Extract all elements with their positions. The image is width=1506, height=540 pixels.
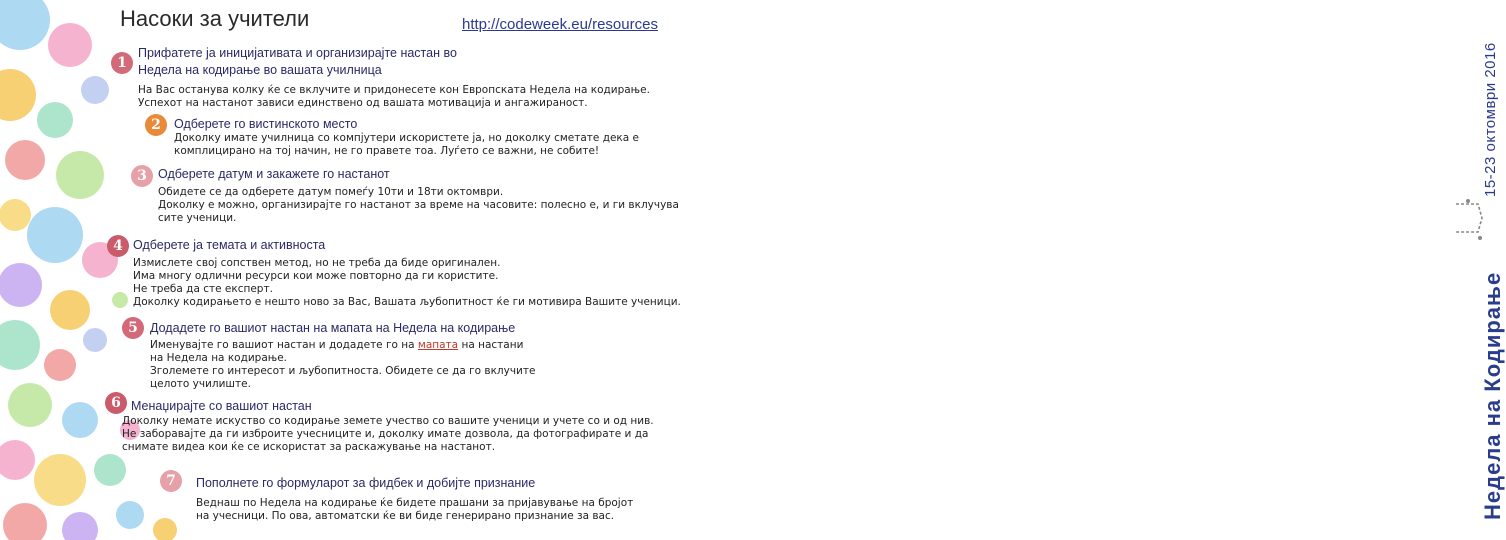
step-7-line: Веднаш по Недела на кодирање ќе бидете прашани за пријавување на бројот [196, 497, 634, 509]
step-1-line: На Вас останува колку ќе се вклучите и придонесете кон Европската Недела на кодирање. [138, 84, 650, 96]
code-bracket-icon [1450, 196, 1490, 242]
step-6-line: Не заборавајте да ги изброите учесниците и, доколку имате дозвола, да фотографирате и да [122, 428, 649, 440]
step-4-badge: 4 [107, 235, 129, 257]
step-4-heading: Одберете ја темата и активноста [133, 238, 326, 252]
step-5-line-first [150, 339, 535, 352]
step-5-text-pre: Именувајте го вашиот настан и додадете го на [150, 339, 418, 351]
step-5-badge: 5 [122, 317, 144, 339]
step-2-text [174, 132, 639, 158]
step-5-text-post: на настани [458, 339, 524, 351]
step-3-line: сите ученици. [158, 212, 237, 224]
step-2-line: комплицирано на тој начин, не го правете тоа. Луѓето се важни, не собите! [174, 145, 600, 157]
step-1-heading-line1: Прифатете ја иницијативата и организирајте настан во [138, 46, 457, 60]
step-4-line: Има многу одлични ресурси кои може повторно да ги користите. [133, 270, 499, 282]
step-7-heading: Пополнете го формуларот за фидбек и добијте признание [196, 476, 536, 490]
step-3-line: Доколку е можно, организирајте го настанот за време на часовите: полесно е, и ги вклучува [158, 199, 679, 211]
step-6-text [122, 415, 654, 454]
step-2-line: Доколку имате училница со компјутери искористете ја, но доколку сметате дека е [174, 132, 640, 144]
step-1-line: Успехот на настанот зависи единствено од вашата мотивација и ангажираност. [138, 97, 588, 109]
resources-link[interactable]: http://codeweek.eu/resources [462, 16, 658, 33]
step-1-heading-line2: Недела на кодирање во вашата училница [138, 63, 382, 77]
page-title: Насоки за учители [120, 6, 310, 31]
step-5-line: Зголемете го интересот и љубопитноста. Обидете се да го вклучите [150, 365, 536, 377]
step-3-badge: 3 [131, 165, 153, 187]
step-7-line: на учесници. По ова, автоматски ќе ви биде генерирано признание за вас. [196, 510, 615, 522]
step-2-badge: 2 [145, 114, 167, 136]
step-1-text [138, 84, 650, 110]
step-4-line: Доколку кодирањето е нешто ново за Вас, Вашата љубопитност ќе ги мотивира Вашите ученици. [133, 296, 681, 308]
step-3-line: Обидете се да одберете датум помеѓу 10ти и 18ти октомври. [158, 186, 504, 198]
step-6-line: Доколку немате искуство со кодирање земете учество со вашите ученици и учете со и од нив. [122, 415, 654, 427]
code-week-title: Недела на Кодирање [1480, 271, 1505, 520]
step-6-heading: Менаџирајте со вашиот настан [131, 399, 312, 413]
side-banner [722, 0, 1505, 540]
step-5-heading: Додадете го вашиот настан на мапата на Недела на кодирање [150, 321, 516, 335]
step-3-text [158, 186, 679, 225]
step-5-line: целото училиште. [150, 378, 251, 390]
step-2-heading: Одберете го вистинското место [174, 117, 358, 131]
step-4-text [133, 257, 681, 309]
step-6-line: снимате видеа кои ќе се искористат за раскажување на настанот. [122, 441, 496, 453]
step-7-badge: 7 [160, 470, 182, 492]
step-4-line: Не треба да сте експерт. [133, 283, 273, 295]
step-4-line: Измислете свој сопствен метод, но не треба да биде оригинален. [133, 257, 501, 269]
step-6-badge: 6 [105, 392, 127, 414]
step-5-text [150, 339, 535, 391]
step-5-line: на Недела на кодирање. [150, 352, 288, 364]
map-link[interactable]: мапата [417, 339, 459, 351]
step-1-badge: 1 [111, 52, 133, 74]
step-3-heading: Одберете датум и закажете го настанот [158, 167, 390, 181]
step-7-text [196, 497, 633, 523]
event-dates: 15-23 октомври 2016 [1482, 42, 1499, 197]
